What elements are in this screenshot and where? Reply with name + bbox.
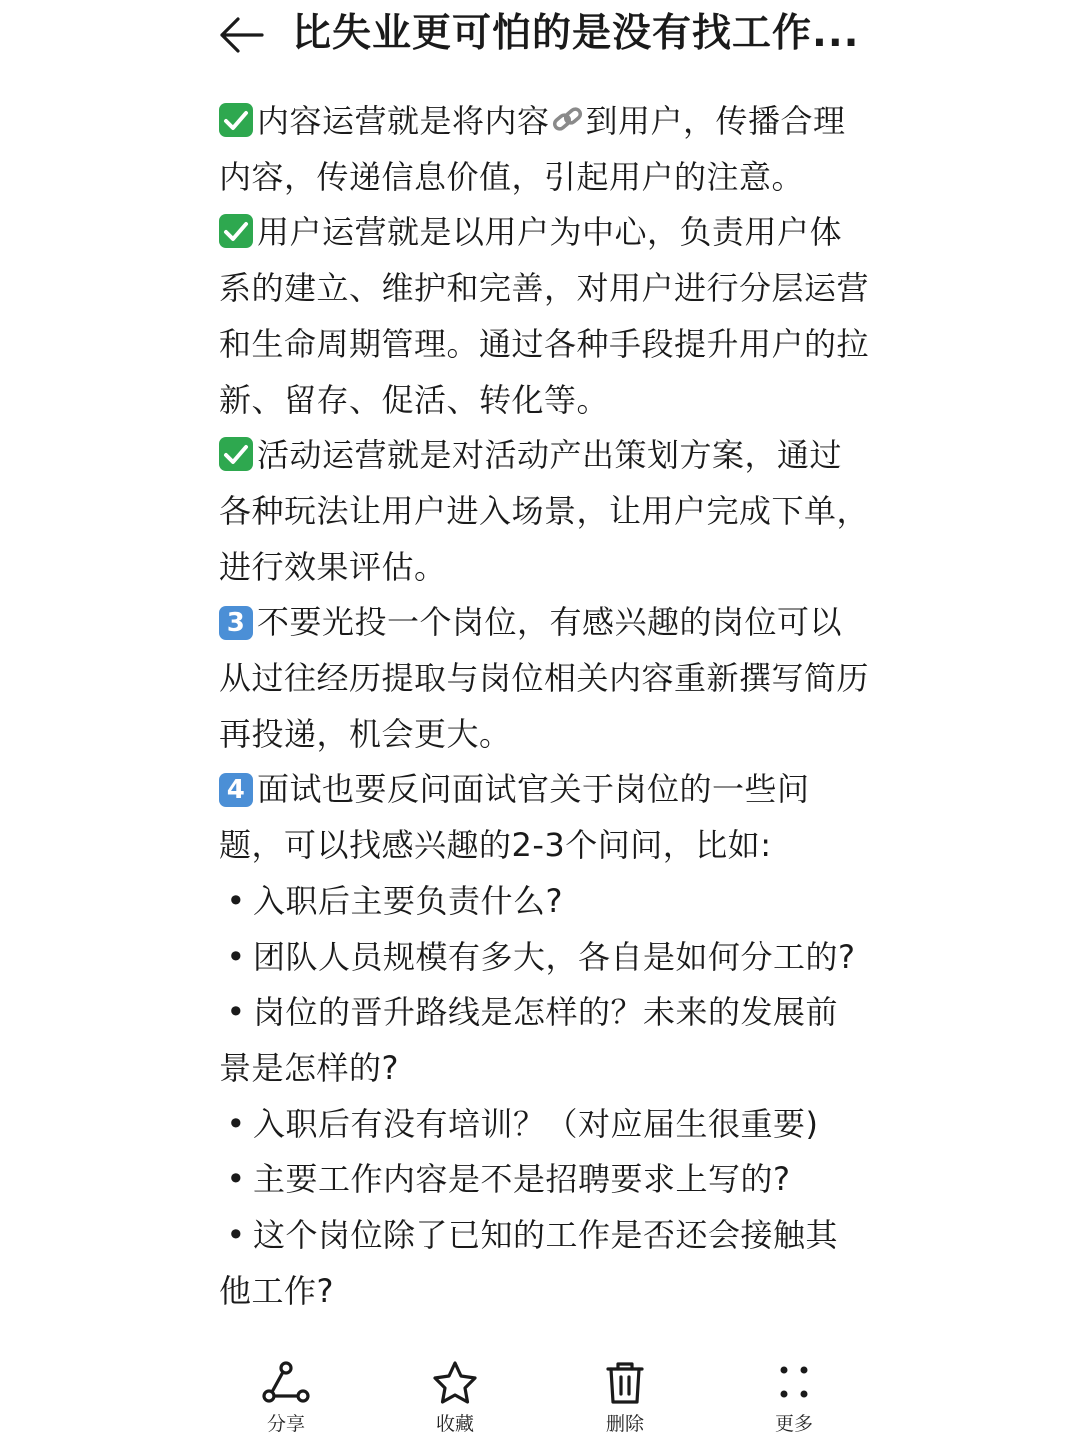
favorite-label: 收藏 [435,1413,474,1435]
delete-label: 删除 [605,1413,644,1435]
link-icon [550,99,586,133]
paragraph-tip-4 [219,762,869,873]
bullet-item [219,1097,869,1153]
paragraph-activity-ops [219,428,869,595]
paragraph-text: 内容运营就是将内容 [257,102,550,140]
more-button[interactable] [739,1358,849,1438]
paragraph-text: 到用户，传播合理内容，传递信息价值，引起用户的注意。 [219,102,846,196]
more-label: 更多 [774,1413,813,1435]
keycap-4-icon: 4 [219,773,253,807]
bullet-marker: • [226,937,246,976]
bullet-item [219,1208,869,1319]
favorite-button[interactable] [400,1358,510,1438]
paragraph-text: 不要光投一个岗位，有感兴趣的岗位可以从过往经历提取与岗位相关内容重新撰写简历再投递，机会更大。 [219,603,869,753]
check-mark-icon [219,437,253,471]
more-dots-icon [769,1358,819,1408]
bullet-marker: • [226,1216,246,1255]
page-title: 比失业更可怕的是没有找工作... [292,11,860,56]
bullet-item [219,930,869,986]
back-arrow-icon [212,10,272,60]
bottom-toolbar [0,1340,1080,1440]
paragraph-text: 活动运营就是对活动产出策划方案，通过各种玩法让用户进入场景，让用户完成下单，进行效果评估。 [219,436,869,586]
paragraph-text: 用户运营就是以用户为中心，负责用户体系的建立、维护和完善，对用户进行分层运营和生命周期管理。通过各种手段提升用户的拉新、留存、促活、转化等。 [219,213,869,419]
check-mark-icon [219,103,253,137]
delete-button[interactable] [570,1358,680,1438]
trash-icon [600,1358,650,1408]
bullet-text: 团队人员规模有多大，各自是如何分工的? [253,937,856,976]
bullet-marker: • [226,993,246,1032]
share-icon [261,1360,311,1406]
bullet-text: 入职后主要负责什么? [253,881,563,920]
bullet-text: 这个岗位除了已知的工作是否还会接触其他工作? [219,1216,839,1310]
header-bar [0,0,1080,80]
bullet-marker: • [226,881,246,920]
back-button[interactable] [212,10,272,60]
bullet-text: 岗位的晋升路线是怎样的？未来的发展前景是怎样的? [219,993,839,1087]
bullet-item [219,985,869,1096]
keycap-3-icon: 3 [219,606,253,640]
paragraph-text: 面试也要反问面试官关于岗位的一些问题，可以找感兴趣的2-3个问问，比如: [219,770,810,865]
paragraph-user-ops [219,205,869,428]
bullet-marker: • [226,1160,246,1199]
note-content [219,94,869,1340]
bullet-item [219,874,869,930]
paragraph-content-ops [219,94,869,205]
paragraph-tip-3 [219,595,869,762]
share-label: 分享 [266,1413,305,1435]
share-button[interactable] [231,1358,341,1438]
star-icon [430,1359,480,1407]
bullet-item [219,1152,869,1208]
bullet-text: 主要工作内容是不是招聘要求上写的? [253,1160,791,1199]
check-mark-icon [219,214,253,248]
bullet-marker: • [226,1104,246,1143]
bullet-text: 入职后有没有培训？（对应届生很重要) [253,1104,819,1143]
